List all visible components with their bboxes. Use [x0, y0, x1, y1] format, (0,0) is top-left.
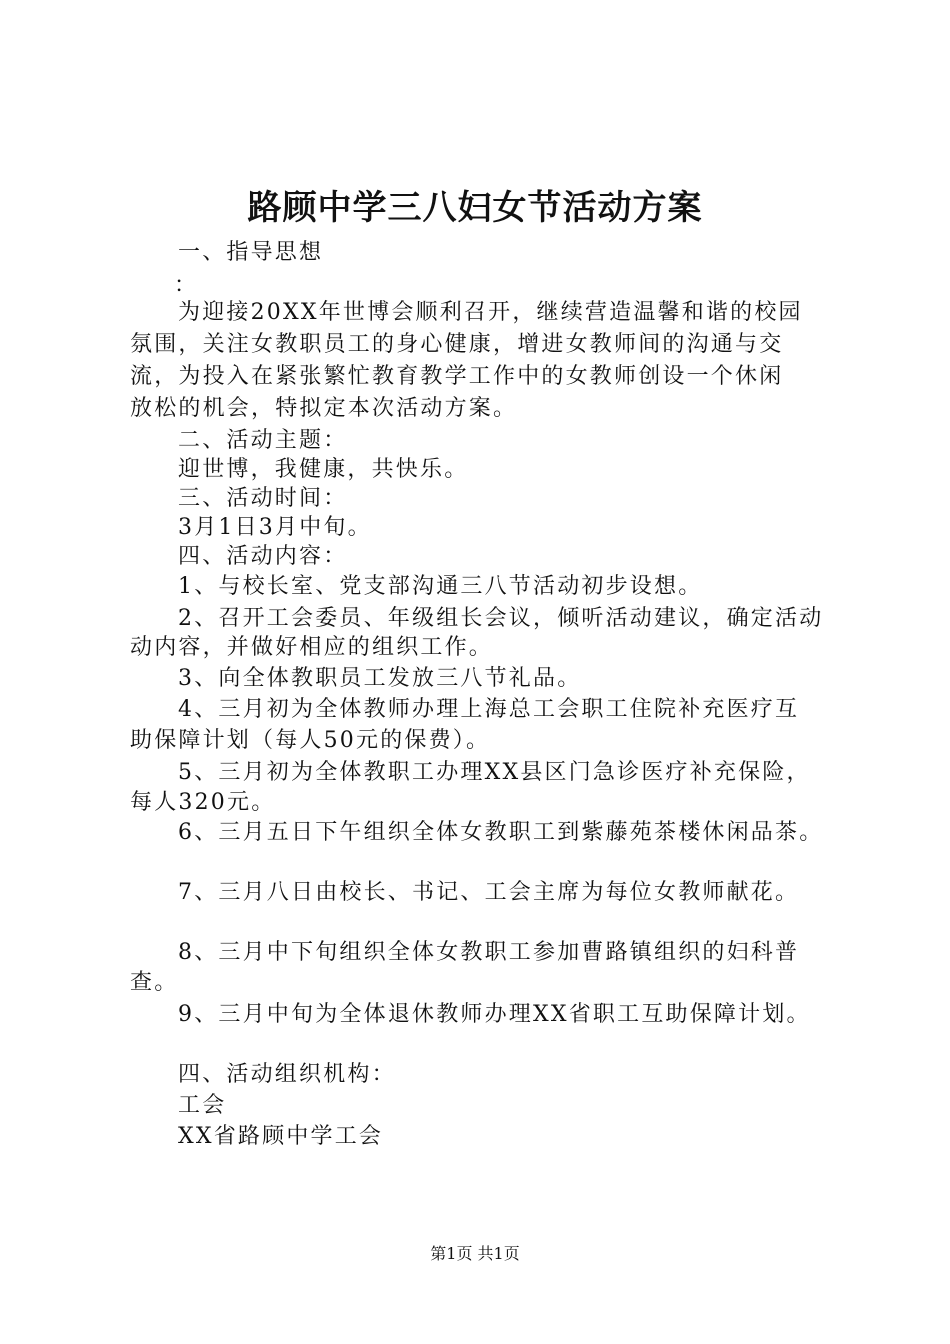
- guiding-paragraph-line: 放松的机会，特拟定本次活动方案。: [130, 396, 518, 421]
- list-item-continuation: 每人320元。: [130, 790, 276, 815]
- guiding-colon: ：: [174, 273, 199, 298]
- heading-time: 三、活动时间：: [178, 486, 348, 511]
- time-text: 3月1日3月中旬。: [178, 515, 372, 540]
- list-item: 5、三月初为全体教职工办理XX县区门急诊医疗补充保险，: [178, 760, 811, 785]
- organization-line: XX省路顾中学工会: [178, 1124, 384, 1149]
- list-item: 2、召开工会委员、年级组长会议，倾听活动建议，确定活动: [178, 606, 824, 631]
- theme-text: 迎世博，我健康，共快乐。: [178, 457, 469, 482]
- heading-theme: 二、活动主题：: [178, 428, 348, 453]
- list-item: 7、三月八日由校长、书记、工会主席为每位女教师献花。: [178, 880, 800, 905]
- guiding-paragraph-line: 流，为投入在紧张繁忙教育教学工作中的女教师创设一个休闲: [130, 364, 784, 389]
- guiding-paragraph-line: 为迎接20XX年世博会顺利召开，继续营造温馨和谐的校园: [178, 300, 803, 325]
- list-item-continuation: 助保障计划（每人50元的保费）。: [130, 728, 491, 753]
- heading-guiding: 一、指导思想: [178, 240, 324, 265]
- page-footer: 第1页 共1页: [430, 1244, 520, 1263]
- heading-organization: 四、活动组织机构：: [178, 1062, 396, 1087]
- list-item-continuation: 查。: [130, 970, 179, 995]
- list-item: 4、三月初为全体教师办理上海总工会职工住院补充医疗互: [178, 697, 800, 722]
- list-item: 6、三月五日下午组织全体女教职工到紫藤苑茶楼休闲品茶。: [178, 820, 824, 845]
- heading-content: 四、活动内容：: [178, 544, 348, 569]
- list-item: 9、三月中旬为全体退休教师办理XX省职工互助保障计划。: [178, 1002, 811, 1027]
- document-title: 路顾中学三八妇女节活动方案: [247, 188, 703, 228]
- list-item: 3、向全体教职员工发放三八节礼品。: [178, 666, 582, 691]
- list-item: 8、三月中下旬组织全体女教职工参加曹路镇组织的妇科普: [178, 940, 800, 965]
- list-item: 1、与校长室、党支部沟通三八节活动初步设想。: [178, 574, 703, 599]
- organization-line: 工会: [178, 1093, 227, 1118]
- list-item-continuation: 动内容，并做好相应的组织工作。: [130, 635, 494, 660]
- guiding-paragraph-line: 氛围，关注女教职员工的身心健康，增进女教师间的沟通与交: [130, 332, 784, 357]
